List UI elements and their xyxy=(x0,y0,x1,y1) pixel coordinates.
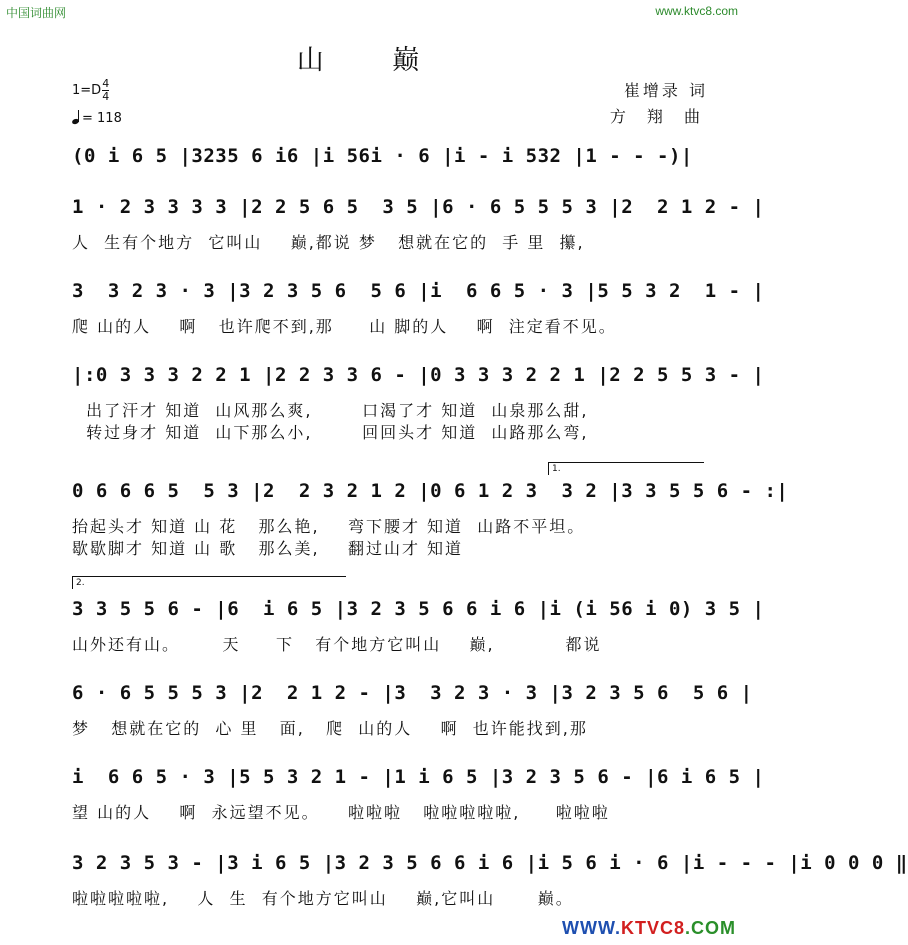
lyric-line-6: 山外还有山。 天 下 有个地方它叫山 巅, 都说 xyxy=(72,635,602,654)
notation-line-9: 3 2 3 5 3 - |3 i 6 5 |3 2 3 5 6 6 i 6 |i 5 6 i · 6 |i - - - |i 0 0 0 ‖ xyxy=(72,852,908,874)
notation-line-8: i 6 6 5 · 3 |5 5 3 2 1 - |1 i 6 5 |3 2 3 5 6 - |6 i 6 5 | xyxy=(72,766,765,788)
second-ending-bracket: 2. xyxy=(72,576,346,589)
watermark-bottom-www: WWW. xyxy=(562,918,621,938)
lyric-line-5a: 抬起头才 知道 山 花 那么艳, 弯下腰才 知道 山路不平坦。 xyxy=(72,517,586,536)
time-top: 4 xyxy=(102,77,110,90)
lyricist-credit: 崔增录 词 xyxy=(623,81,708,100)
song-title: 山 巅 xyxy=(296,45,450,76)
key-label: 1=D xyxy=(72,83,102,98)
notation-line-6: 3 3 5 5 6 - |6 i 6 5 |3 2 3 5 6 6 i 6 |i (i 56 i 0) 3 5 | xyxy=(72,598,765,620)
watermark-right: www.ktvc8.com xyxy=(655,4,738,18)
lyric-line-3: 爬 山的人 啊 也许爬不到,那 山 脚的人 啊 注定看不见。 xyxy=(72,317,617,336)
time-signature xyxy=(102,78,109,103)
watermark-bottom-ktvc8: KTVC8 xyxy=(620,918,685,938)
lyric-line-9: 啦啦啦啦啦, 人 生 有个地方它叫山 巅,它叫山 巅。 xyxy=(72,889,574,908)
lyric-line-2: 人 生有个地方 它叫山 巅,都说 梦 想就在它的 手 里 攥, xyxy=(72,233,585,252)
lyric-line-8: 望 山的人 啊 永远望不见。 啦啦啦 啦啦啦啦啦, 啦啦啦 xyxy=(72,803,610,822)
watermark-bottom xyxy=(562,918,736,939)
tempo-value: = 118 xyxy=(82,111,122,126)
notation-line-1: (0 i 6 5 |3235 6 i6 |i 56i · 6 |i - i 532 |1 - - -)| xyxy=(72,145,693,167)
notation-line-4: |:0 3 3 3 2 2 1 |2 2 3 3 6 - |0 3 3 3 2 2 1 |2 2 5 5 3 - | xyxy=(72,364,765,386)
time-bottom: 4 xyxy=(102,90,110,103)
composer-credit: 方 翔 曲 xyxy=(609,107,708,126)
notation-line-7: 6 · 6 5 5 5 3 |2 2 1 2 - |3 3 2 3 · 3 |3 2 3 5 6 5 6 | xyxy=(72,682,753,704)
lyric-line-7: 梦 想就在它的 心 里 面, 爬 山的人 啊 也许能找到,那 xyxy=(72,719,588,738)
first-ending-bracket: 1. xyxy=(548,462,704,475)
tempo-marking xyxy=(72,110,122,126)
notation-line-5: 0 6 6 6 5 5 3 |2 2 3 2 1 2 |0 6 1 2 3 3 2 |3 3 5 5 6 - :| xyxy=(72,480,789,502)
lyric-line-5b: 歇歇脚才 知道 山 歌 那么美, 翻过山才 知道 xyxy=(72,539,464,558)
watermark-bottom-com: .COM xyxy=(685,918,736,938)
quarter-note-icon xyxy=(72,110,82,124)
lyric-line-4b: 转过身才 知道 山下那么小, 回回头才 知道 山路那么弯, xyxy=(72,423,589,442)
notation-line-2: 1 · 2 3 3 3 3 |2 2 5 6 5 3 5 |6 · 6 5 5 5 3 |2 2 1 2 - | xyxy=(72,196,765,218)
lyric-line-4a: 出了汗才 知道 山风那么爽, 口渴了才 知道 山泉那么甜, xyxy=(72,401,589,420)
watermark-left: 中国词曲网 xyxy=(6,6,67,20)
key-signature xyxy=(72,78,109,103)
notation-line-3: 3 3 2 3 · 3 |3 2 3 5 6 5 6 |i 6 6 5 · 3 |5 5 3 2 1 - | xyxy=(72,280,765,302)
